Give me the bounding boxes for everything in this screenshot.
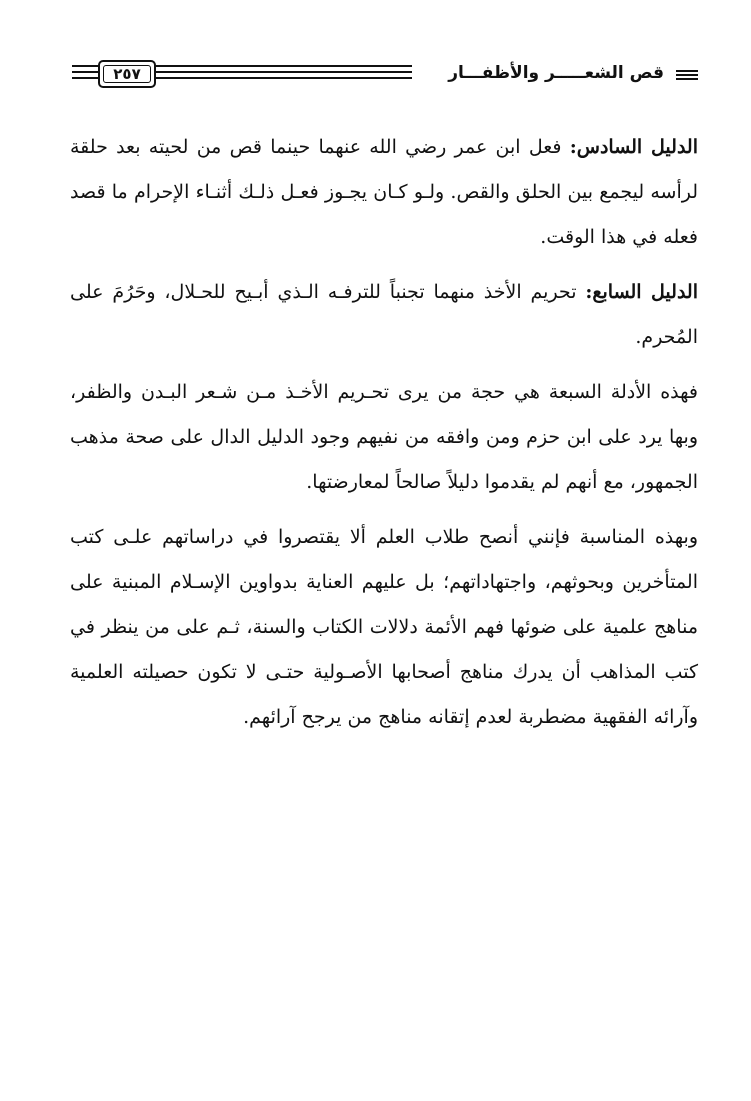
paragraph-seven-proofs [70,370,698,505]
page-number: ٢٥٧ [113,65,141,83]
header-rule-middle [156,71,412,73]
header-rule-left-middle [72,71,98,73]
header-rule-bottom [156,77,412,79]
paragraph-text: وبهذه المناسبة فإنني أنصح طلاب العلم ألا يقتصروا في دراساتهم علـى كتب المتأخرين وبحوثهم، واجتهاداتهم؛ بل عليهم العناية بدواوين الإسـلام المبنية على مناهج علمية على ضوئها فهم الأئمة دلالات الكتاب والسنة، ثـم على من ينظر في كتب المذاهب أن يدرك مناهج أصحابها الأصـولية حتـى لا تكون حصيلته العلمية وآرائه الفقهية مضطربة لعدم إتقانه مناهج من يرجح آرائهم. [70,526,698,728]
header-ornament [676,70,698,80]
paragraph-advice [70,515,698,740]
paragraph-text: فهذه الأدلة السبعة هي حجة من يرى تحـريم الأخـذ مـن شـعر البـدن والظفر، وبها يرد على ابن حزم ومن وافقه من نفيهم وجود الدليل الدال على صحة مذهب الجمهور، مع أنهم لم يقدموا دليلاً صالحاً لمعارضتها. [70,381,698,493]
header-rule-left-top [72,65,98,67]
paragraph-text: فعل ابن عمر رضي الله عنهما حينما قص من لحيته بعد حلقة لرأسه ليجمع بين الحلق والقص. ولـو كـان يجـوز فعـل ذلـك أثنـاء الإحرام ما قصد فعله في هذا الوقت. [70,136,698,248]
running-title: قص الشعـــــر والأظفـــار [448,63,664,83]
header-rule-left-bottom [72,77,98,79]
paragraph-lead: الدليل السابع: [585,281,698,303]
page-number-box [98,60,156,88]
paragraph-lead: الدليل السادس: [569,136,698,158]
paragraph-text: تحريم الأخذ منهما تجنباً للترفـه الـذي أبـيح للحـلال، وحَرُمَ على المُحرم. [70,281,698,348]
paragraph-evidence-six [70,125,698,260]
header-rule-top [156,65,412,67]
paragraph-evidence-seven [70,270,698,360]
page-body [70,125,698,750]
page-header [70,58,698,94]
